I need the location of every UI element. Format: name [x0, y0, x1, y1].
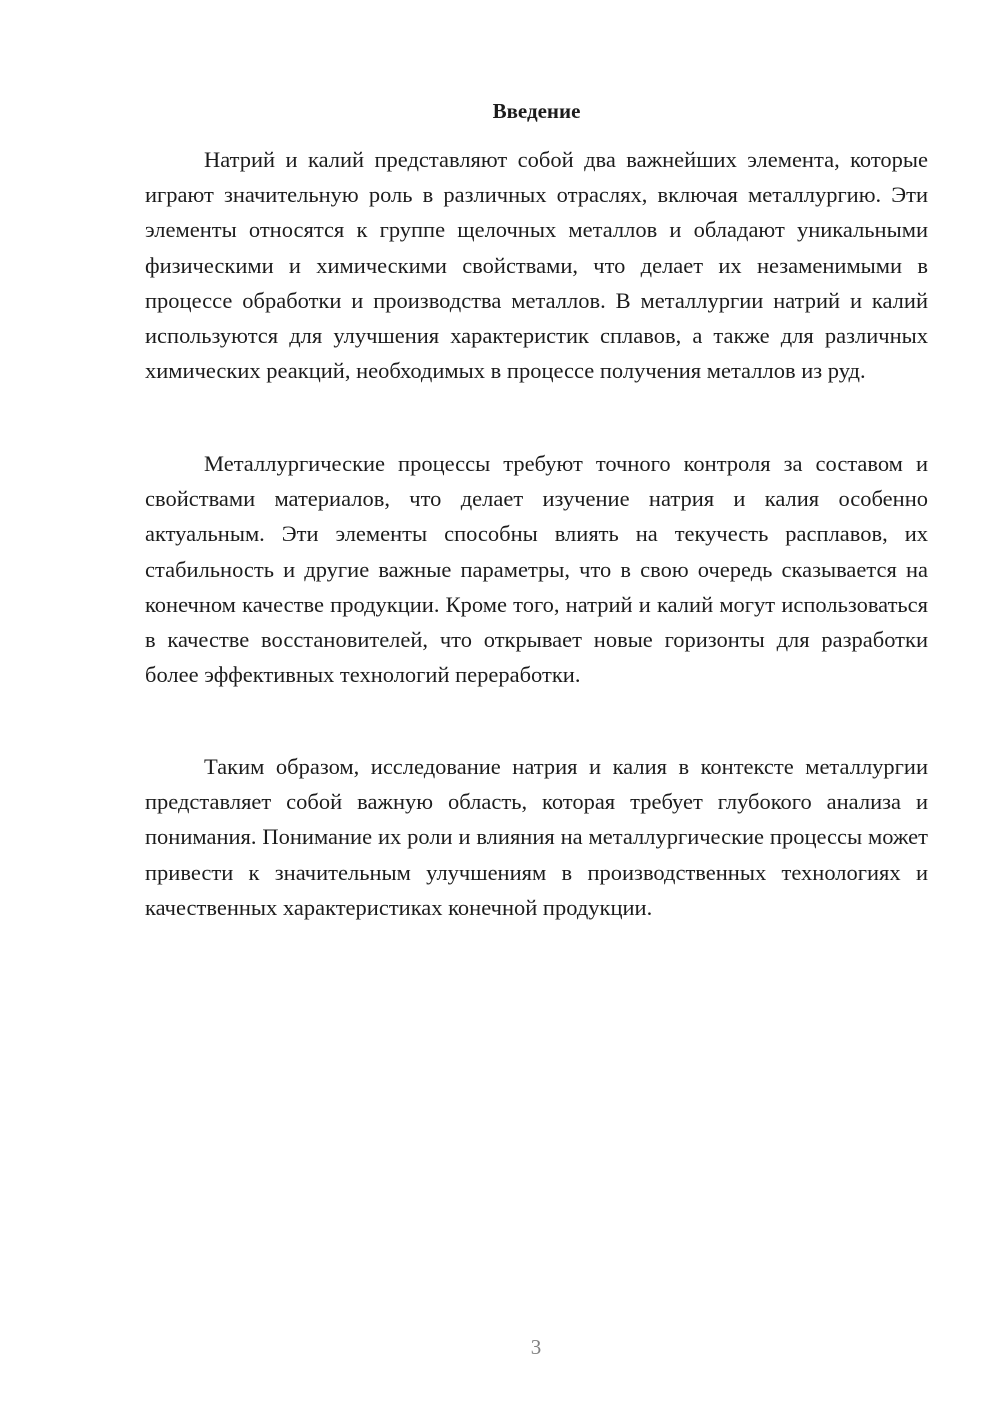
- paragraph-2: Металлургические процессы требуют точного контроля за составом и свойствами материалов, что делает изучение натрия и калия особенно актуальным. Эти элементы способны влиять на текучесть расплавов, их стабильность и другие важные параметры, что в свою очередь сказывается на конечном качестве продукции. Кроме того, натрий и калий могут использоваться в качестве восстановителей, что открывает новые горизонты для разработки более эффективных технологий переработки.: [145, 451, 928, 688]
- page-number: 3: [530, 1335, 542, 1359]
- paragraph-1: Натрий и калий представляют собой два важнейших элемента, которые играют значительную роль в различных отраслях, включая металлургию. Эти элементы относятся к группе щелочных металлов и обладают уникальными физическими и химическими свойствами, что делает их незаменимыми в процессе обработки и производства металлов. В металлургии натрий и калий используются для улучшения характеристик сплавов, а также для различных химических реакций, необходимых в процессе получения металлов из руд.: [145, 147, 928, 384]
- section-title: Введение: [492, 99, 581, 123]
- paragraph-3: Таким образом, исследование натрия и калия в контексте металлургии представляет собой важную область, которая требует глубокого анализа и понимания. Понимание их роли и влияния на металлургические процессы может привести к значительным улучшениям в производственных технологиях и качественных характеристиках конечной продукции.: [145, 754, 928, 920]
